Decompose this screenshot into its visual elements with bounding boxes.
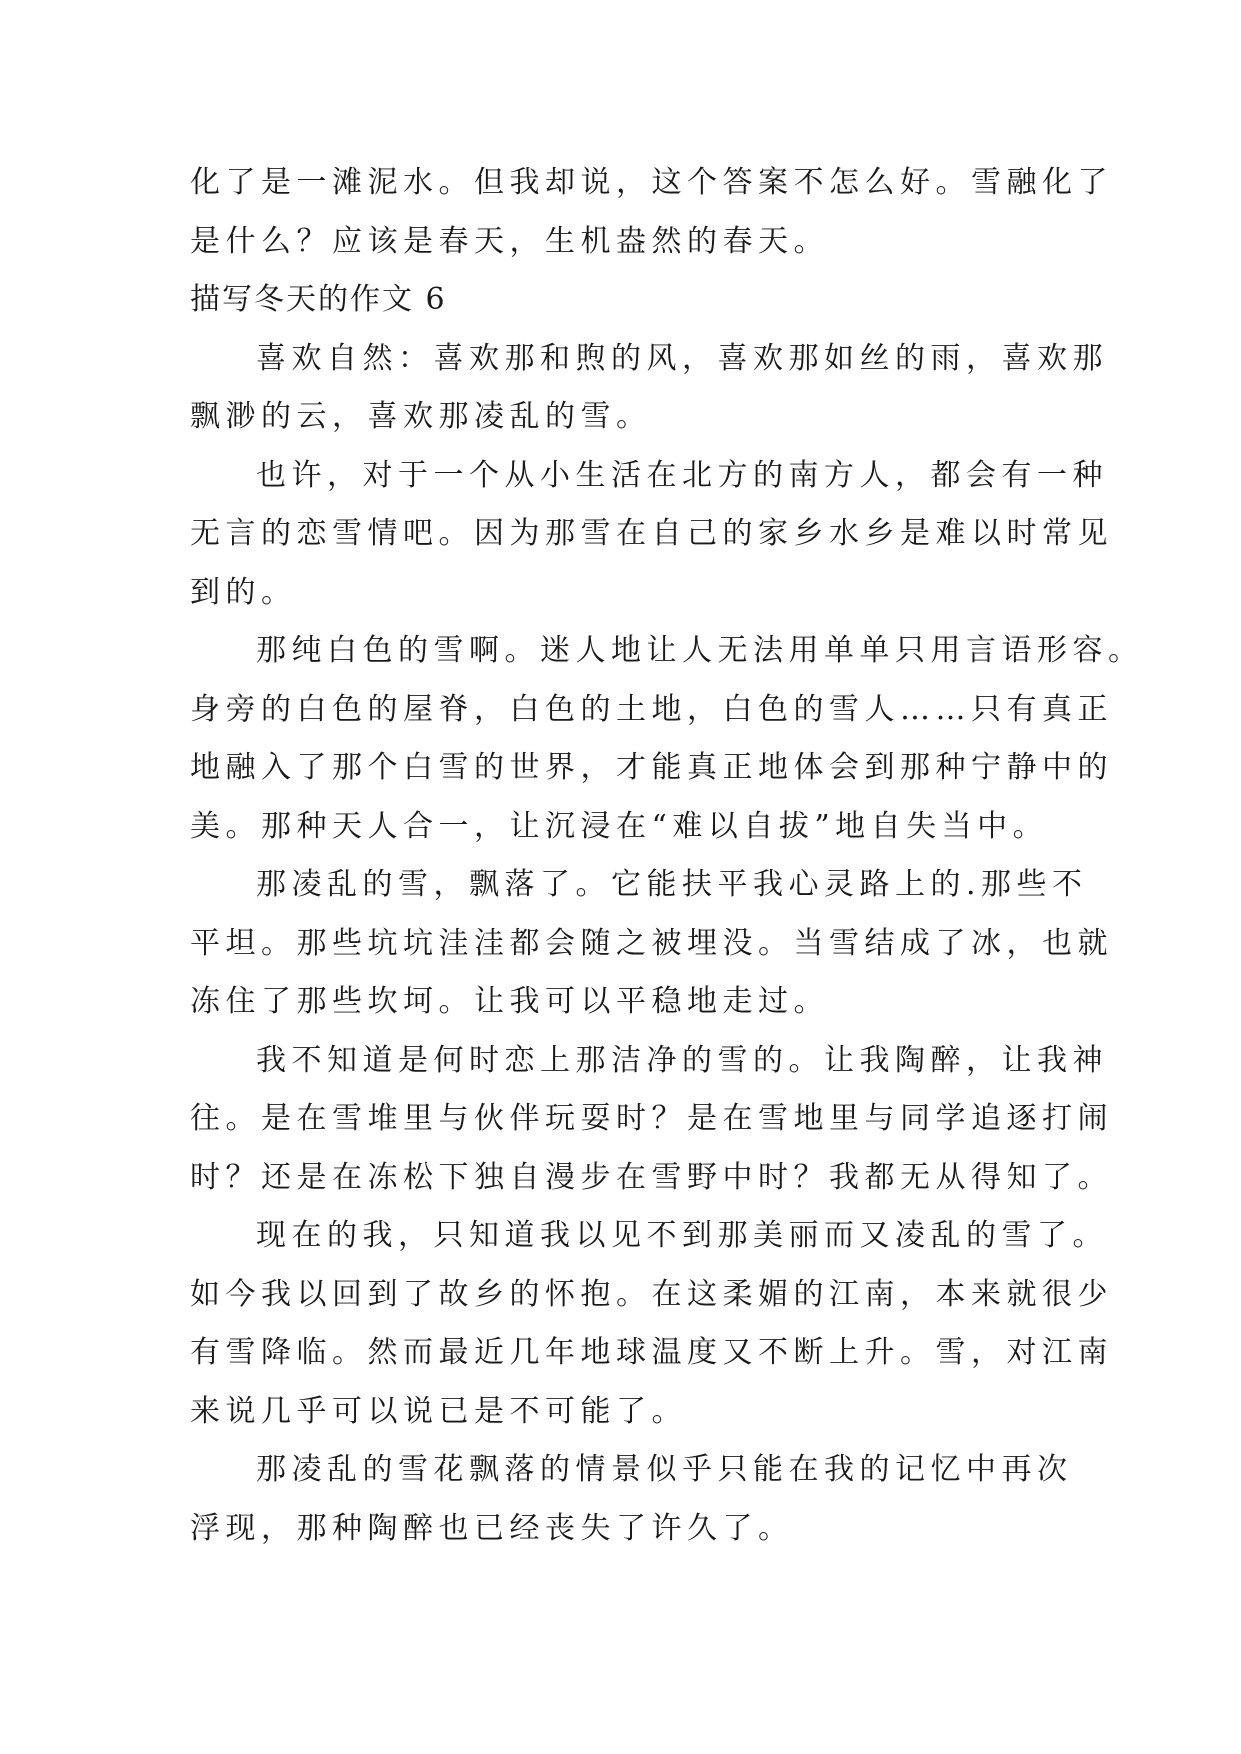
text-line: 来说几乎可以说已是不可能了。 bbox=[190, 1393, 687, 1429]
text-line: 喜欢自然：喜欢那和煦的风，喜欢那如丝的雨，喜欢那 bbox=[256, 340, 1108, 376]
text-line: 也许，对于一个从小生活在北方的南方人，都会有一种 bbox=[256, 457, 1108, 493]
text-line: 时？还是在冻松下独自漫步在雪野中时？我都无从得知了。 bbox=[190, 1159, 1113, 1195]
text-line: 飘渺的云，喜欢那凌乱的雪。 bbox=[190, 399, 652, 434]
text-line: 美。那种天人合一，让沉浸在“难以自拔”地自失当中。 bbox=[190, 808, 1049, 844]
text-line: 那纯白色的雪啊。迷人地让人无法用单单只用言语形容。 bbox=[256, 633, 1144, 668]
text-line: 现在的我，只知道我以见不到那美丽而又凌乱的雪了。 bbox=[256, 1218, 1108, 1253]
text-line: 那凌乱的雪，飘落了。它能扶平我心灵路上的.那些不 bbox=[256, 867, 1088, 902]
text-line: 往。是在雪堆里与伙伴玩耍时？是在雪地里与同学追逐打闹 bbox=[190, 1101, 1113, 1136]
text-line: 浮现，那种陶醉也已经丧失了许久了。 bbox=[190, 1510, 794, 1546]
text-line: 化了是一滩泥水。但我却说，这个答案不怎么好。雪融化了 bbox=[190, 165, 1113, 200]
text-line: 如今我以回到了故乡的怀抱。在这柔媚的江南，本来就很少 bbox=[190, 1276, 1113, 1312]
text-line: 到的。 bbox=[190, 574, 297, 610]
text-line: 无言的恋雪情吧。因为那雪在自己的家乡水乡是难以时常见 bbox=[190, 516, 1113, 551]
text-line: 那凌乱的雪花飘落的情景似乎只能在我的记忆中再次 bbox=[256, 1452, 1073, 1487]
section-heading: 描写冬天的作文 6 bbox=[190, 282, 447, 317]
text-line: 我不知道是何时恋上那洁净的雪的。让我陶醉，让我神 bbox=[256, 1042, 1108, 1078]
text-line: 地融入了那个白雪的世界，才能真正地体会到那种宁静中的 bbox=[190, 750, 1113, 785]
text-line: 是什么？应该是春天，生机盎然的春天。 bbox=[190, 223, 829, 259]
document-body bbox=[190, 154, 1144, 1558]
text-line: 身旁的白色的屋脊，白色的土地，白色的雪人……只有真正 bbox=[190, 691, 1113, 727]
text-line: 平坦。那些坑坑洼洼都会随之被埋没。当雪结成了冰，也就 bbox=[190, 925, 1113, 961]
text-line: 有雪降临。然而最近几年地球温度又不断上升。雪，对江南 bbox=[190, 1335, 1113, 1370]
text-line: 冻住了那些坎坷。让我可以平稳地走过。 bbox=[190, 984, 829, 1019]
